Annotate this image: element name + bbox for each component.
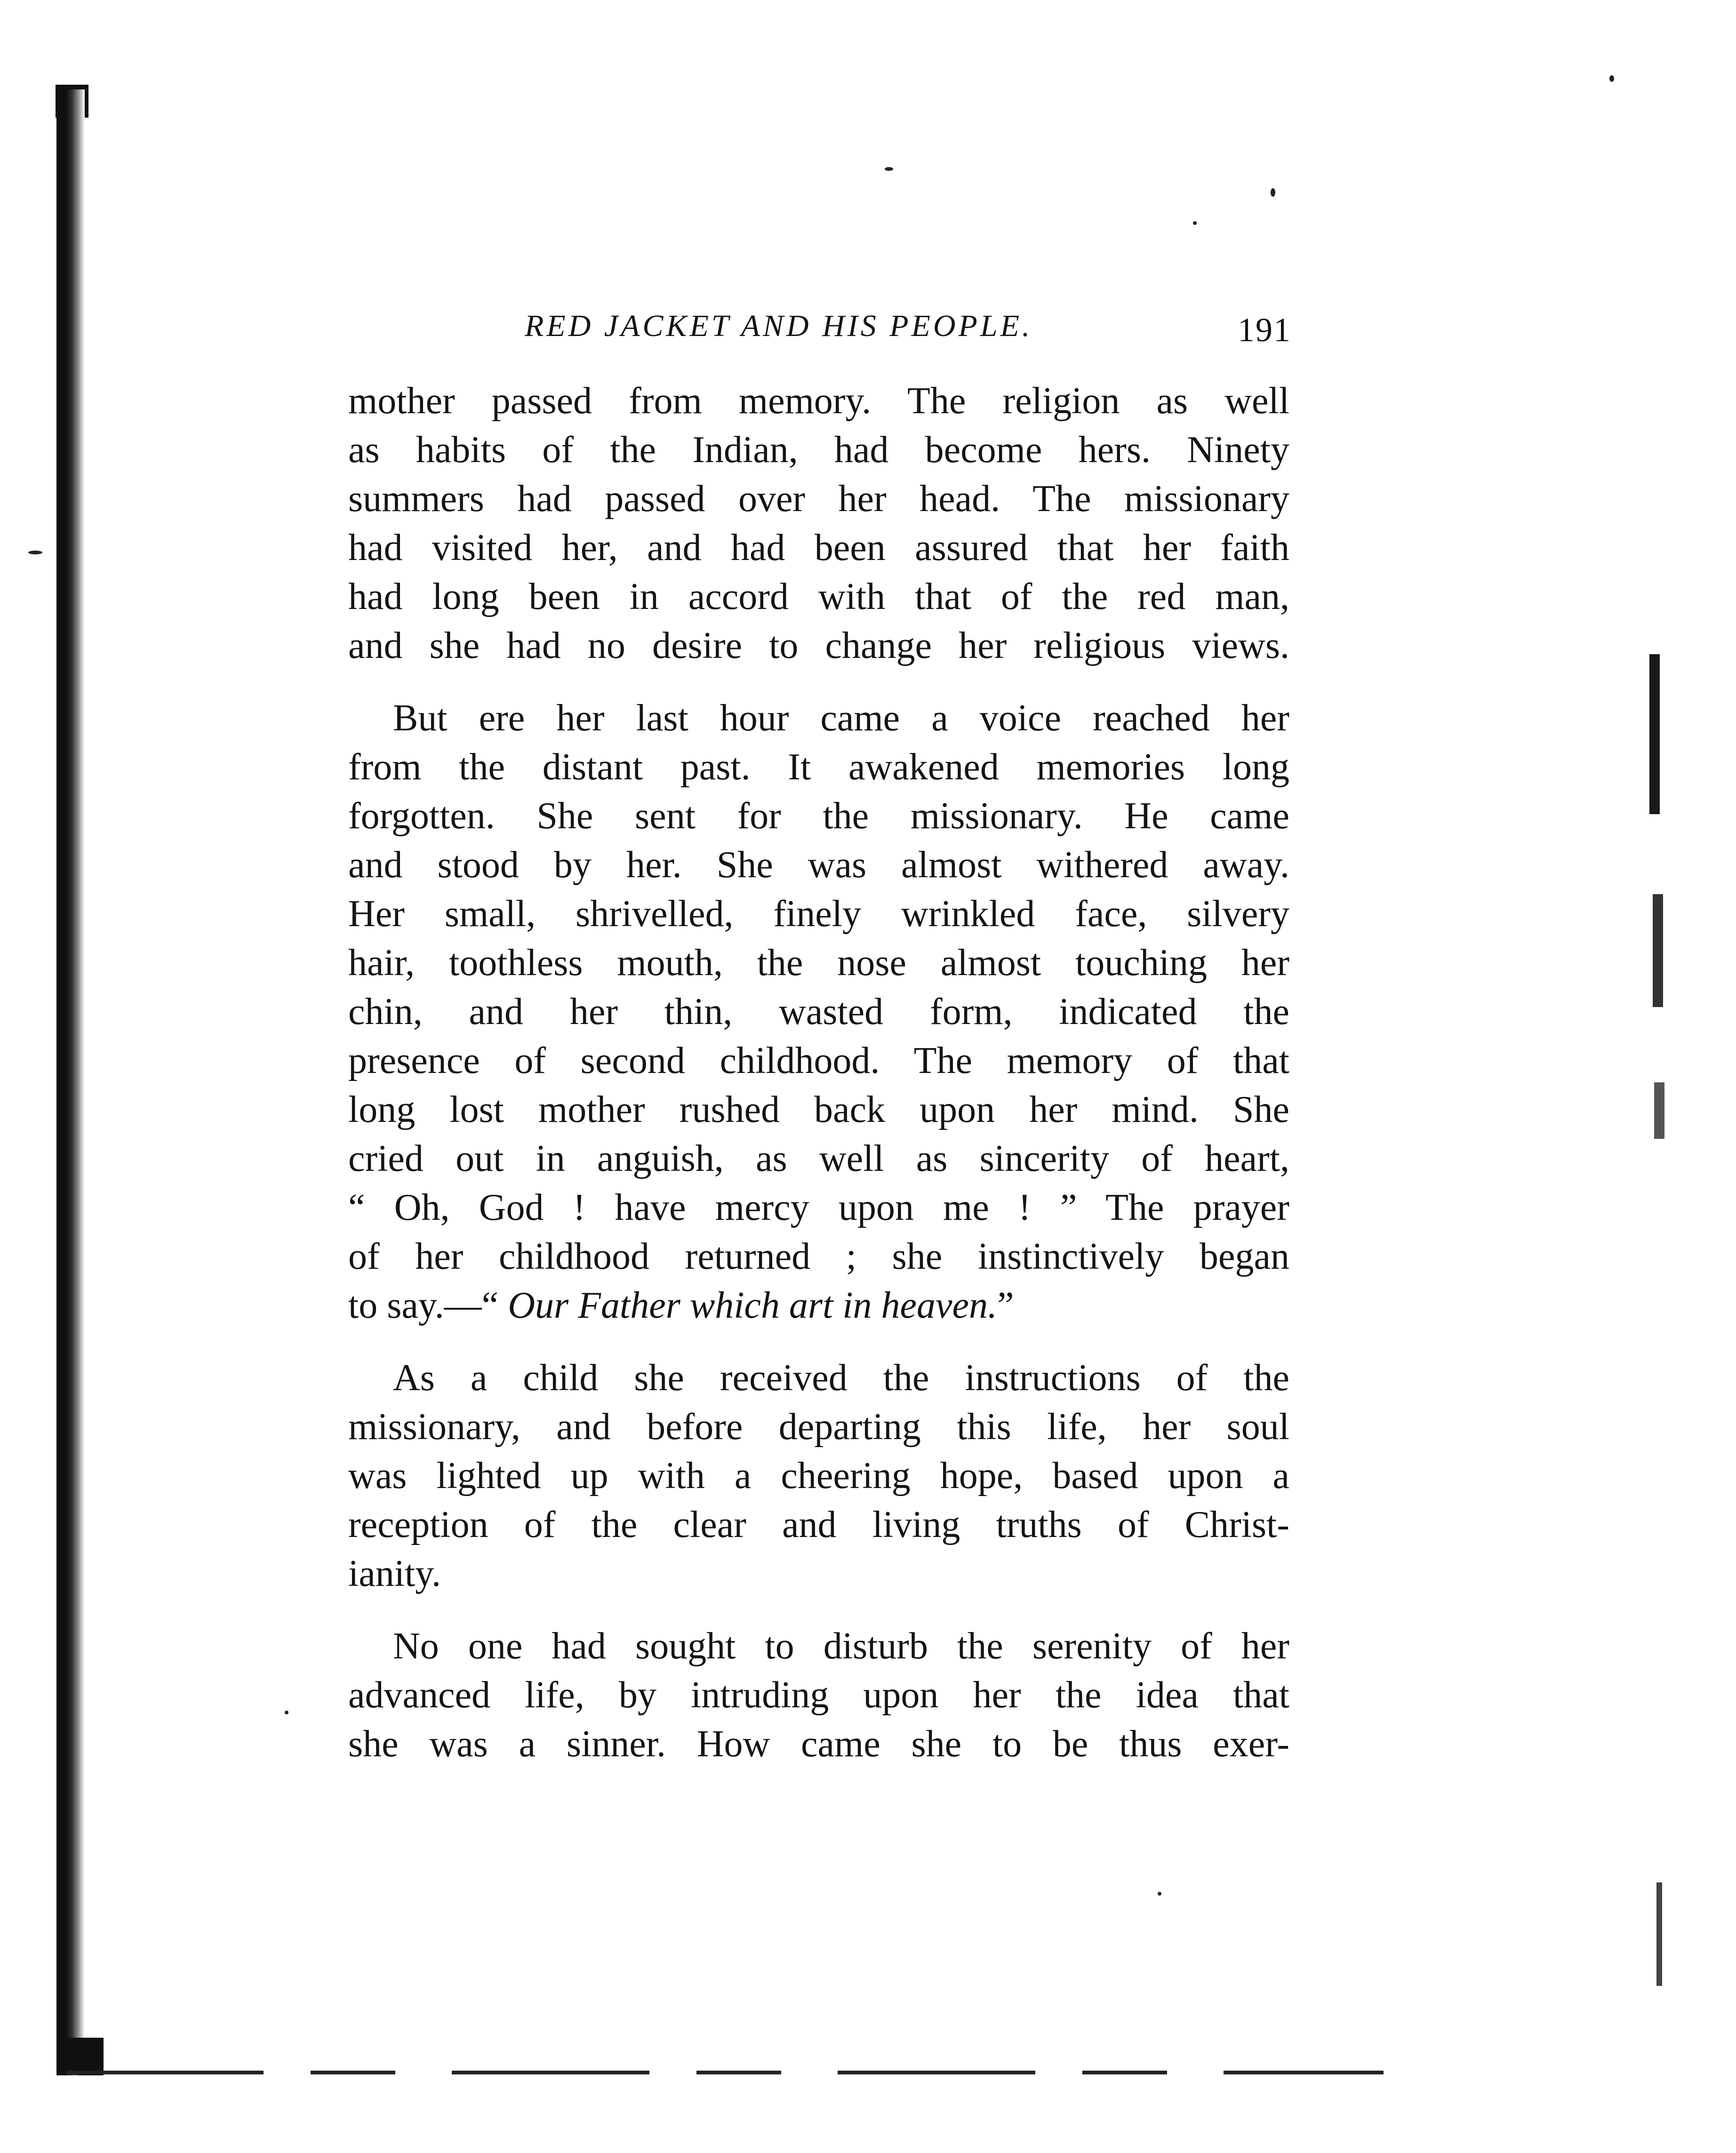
text-line: and stood by her. She was almost withered away. [348,844,1289,886]
text-fragment: to say.—“ [348,1285,508,1326]
paragraph [348,1353,1289,1598]
text-line: Her small, shrivelled, finely wrinkled face, silvery [348,893,1289,935]
binding-shadow-foot [61,2038,104,2075]
text-line: as habits of the Indian, had become hers. Ninety [348,429,1289,471]
scan-speck [1158,1892,1161,1896]
scan-speck [28,551,42,554]
text-line: ianity. [348,1553,441,1594]
scan-speck [885,167,893,171]
body-text [348,376,1289,1792]
scan-mark-right [1653,894,1663,1007]
running-title: RED JACKET AND HIS PEOPLE. [525,309,1033,343]
text-line: No one had sought to disturb the serenity of her [393,1625,1289,1667]
text-line: But ere her last hour came a voice reached her [393,697,1289,739]
page-number: 191 [1238,311,1291,349]
text-fragment: ” [997,1285,1014,1326]
binding-shadow [56,89,85,2075]
text-line: summers had passed over her head. The missionary [348,478,1289,520]
text-line: missionary, and before departing this life, her soul [348,1406,1289,1448]
paragraph [348,376,1289,670]
scan-speck [1609,75,1614,82]
text-line: mother passed from memory. The religion as well [348,380,1289,422]
scan-mark-right [1649,654,1660,814]
text-line: had visited her, and had been assured that her faith [348,527,1289,568]
text-line: chin, and her thin, wasted form, indicated the [348,991,1289,1032]
text-line: advanced life, by intruding upon her the idea that [348,1674,1289,1716]
scan-speck [1271,188,1275,197]
scan-mark-right [1654,1082,1664,1139]
italic-quotation: Our Father which art in heaven. [508,1285,998,1326]
text-line: was lighted up with a cheering hope, based upon a [348,1455,1289,1497]
page-bottom-edge [66,2071,1384,2074]
scan-mark-right [1656,1882,1662,1986]
text-line: presence of second childhood. The memory of that [348,1040,1289,1081]
paragraph [348,1622,1289,1769]
text-line: reception of the clear and living truths of Christ- [348,1504,1289,1545]
text-line: cried out in anguish, as well as sincerity of heart, [348,1138,1289,1179]
scan-speck [285,1711,288,1714]
text-line: from the distant past. It awakened memories long [348,746,1289,788]
text-line: she was a sinner. How came she to be thus exer- [348,1723,1289,1765]
text-line: forgotten. She sent for the missionary. He came [348,795,1289,837]
scan-speck [1193,221,1197,225]
text-line: “ Oh, God ! have mercy upon me ! ” The prayer [348,1187,1289,1228]
text-line: and she had no desire to change her religious views. [348,625,1289,666]
text-line: of her childhood returned ; she instinctively began [348,1236,1289,1277]
text-line: As a child she received the instructions of the [393,1357,1289,1399]
text-line: had long been in accord with that of the red man, [348,576,1289,617]
text-line: long lost mother rushed back upon her mind. She [348,1089,1289,1130]
text-line: hair, toothless mouth, the nose almost touching her [348,942,1289,984]
paragraph [348,694,1289,1330]
text-line [348,1281,1289,1330]
